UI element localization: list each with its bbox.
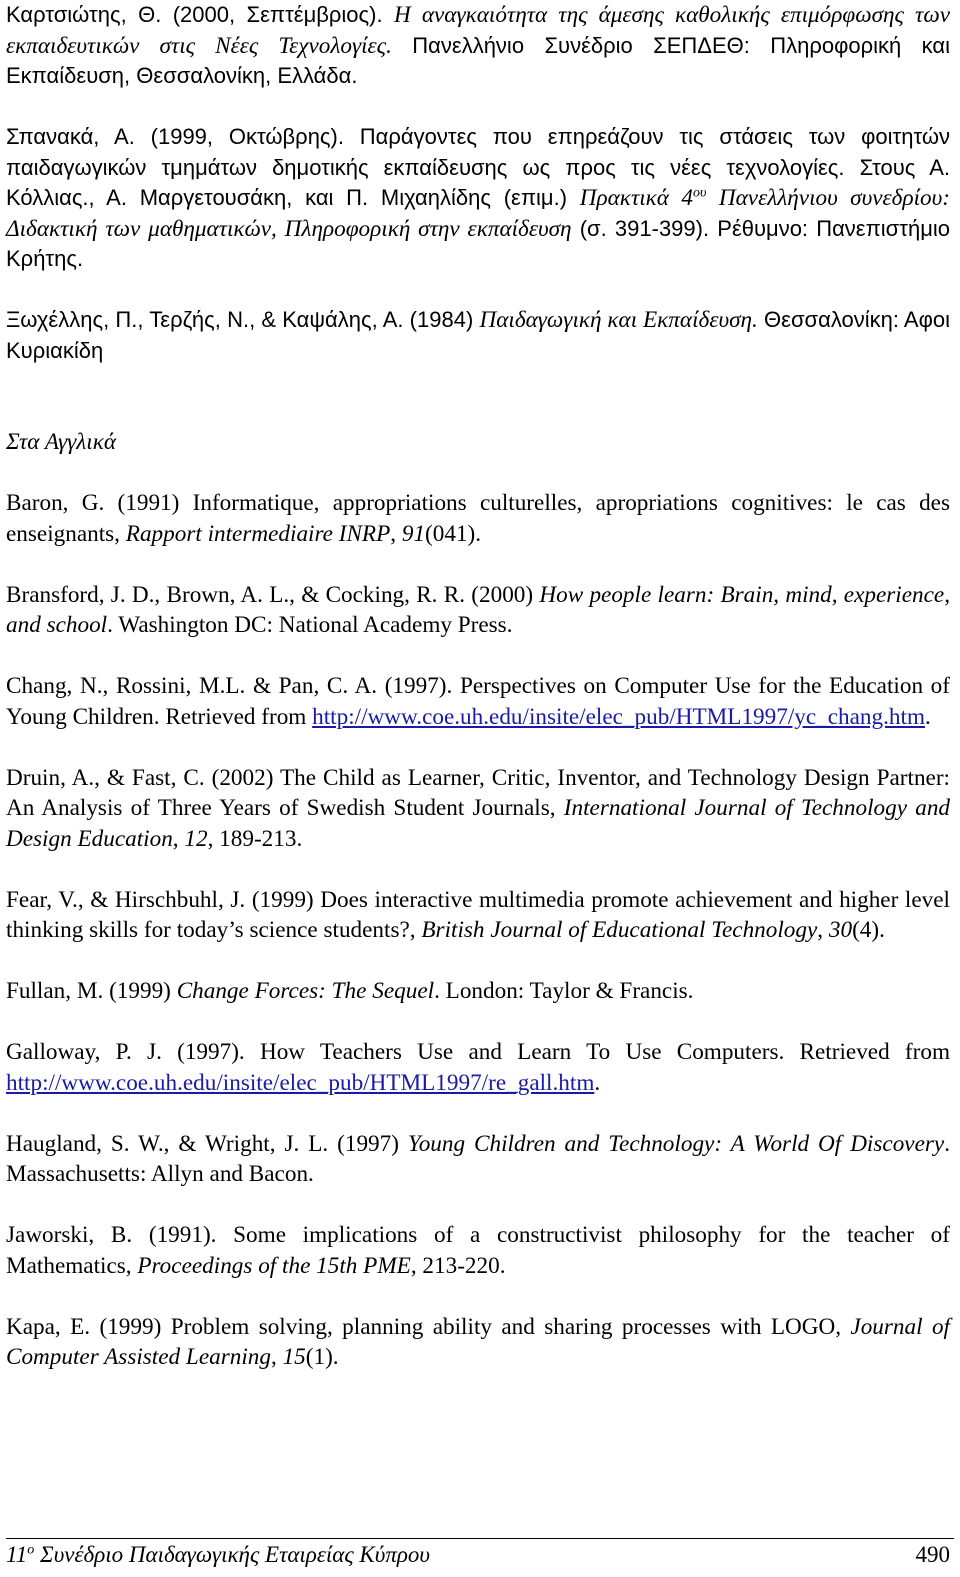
reference-fear: Fear, V., & Hirschbuhl, J. (1999) Does interactive multimedia promote achievement and higher level thinking skills for today’s science students?, British Journal of Educational Technology, 30(4). bbox=[6, 886, 950, 943]
reference-list-english bbox=[6, 427, 950, 1403]
reference-kartsiotis: Καρτσιώτης, Θ. (2000, Σεπτέμβριος). Η αναγκαιότητα της άμεσης καθολικής επιμόρφωσης των εκπαιδευτικών στις Νέες Τεχνολογίες. Πανελλήνιο Συνέδριο ΣΕΠΔΕΘ: Πληροφορική και Εκπαίδευση, Θεσσαλονίκη, Ελλάδα. bbox=[6, 2, 951, 88]
galloway-link[interactable]: http://www.coe.uh.edu/insite/elec_pub/HTML1997/re_gall.htm bbox=[6, 1069, 595, 1096]
section-heading: Στα Αγγλικά bbox=[6, 429, 117, 455]
reference-spanaka: Σπανακά, Α. (1999, Οκτώβρης). Παράγοντες που επηρεάζουν τις στάσεις των φοιτητών παιδαγωγικών τμημάτων δημοτικής εκπαίδευσης ως προς τις νέες τεχνολογίες. Στους Α. Κόλλιας., Α. Μαργετουσάκη, και Π. Μιχαηλίδης (επιμ.) Πρακτικά $4^{o\upsilon}$ Πανελλήνιου συνεδρίου: Διδακτική των μαθηματικών, Πληροφορική στην εκπαίδευση (σ. 391-399). Ρέθυμνο: Πανεπιστήμιο Κρήτης. bbox=[6, 124, 950, 271]
reference-druin: Druin, A., & Fast, C. (2002) The Child as Learner, Critic, Inventor, and Technology Design Partner: An Analysis of Three Years of Swedish Student Journals, International Journal of Technology and Design Education, 12, 189-213. bbox=[6, 764, 951, 852]
reference-galloway: Galloway, P. J. (1997). How Teachers Use and Learn To Use Computers. Retrieved from http://www.coe.uh.edu/insite/elec_pub/HTML1997/re_gall.htm. bbox=[6, 1039, 950, 1096]
document-page bbox=[6, 0, 950, 1577]
footer-conference-title: $11^o$ Συνέδριο Παιδαγωγικής Εταιρείας Κύπρου bbox=[6, 1542, 430, 1567]
reference-xochellis: Ξωχέλλης, Π., Τερζής, Ν., & Καψάλης, Α. (1984) Παιδαγωγική και Εκπαίδευση. Θεσσαλονίκη: Αφοι Κυριακίδη bbox=[6, 307, 950, 363]
reference-bransford: Bransford, J. D., Brown, A. L., & Cocking, R. R. (2000) How people learn: Brain, mind, experience, and school. Washington DC: National Academy Press. bbox=[6, 581, 951, 638]
reference-chang: Chang, N., Rossini, M.L. & Pan, C. A. (1997). Perspectives on Computer Use for the Education of Young Children. Retrieved from http://www.coe.uh.edu/insite/elec_pub/HTML1997/yc_chang.htm. bbox=[6, 673, 950, 730]
reference-baron: Baron, G. (1991) Informatique, appropriations culturelles, apropriations cognitives: le cas des enseignants, Rapport intermediaire INRP, 91(041). bbox=[6, 490, 950, 547]
reference-jaworski: Jaworski, B. (1991). Some implications of a constructivist philosophy for the teacher of Mathematics, Proceedings of the 15th PME, 213-220. bbox=[6, 1222, 950, 1279]
chang-link[interactable]: http://www.coe.uh.edu/insite/elec_pub/HTML1997/yc_chang.htm bbox=[312, 703, 925, 730]
footer-rule bbox=[6, 1538, 954, 1539]
reference-list-greek bbox=[6, 0, 950, 397]
page-number: 490 bbox=[915, 1542, 950, 1567]
reference-kapa: Kapa, E. (1999) Problem solving, planning ability and sharing processes with LOGO, Journal of Computer Assisted Learning, 15(1). bbox=[6, 1313, 950, 1370]
reference-fullan: Fullan, M. (1999) Change Forces: The Sequel. London: Taylor & Francis. bbox=[6, 978, 694, 1004]
reference-haugland: Haugland, S. W., & Wright, J. L. (1997) Young Children and Technology: A World Of Discovery. Massachusetts: Allyn and Bacon. bbox=[6, 1130, 950, 1187]
